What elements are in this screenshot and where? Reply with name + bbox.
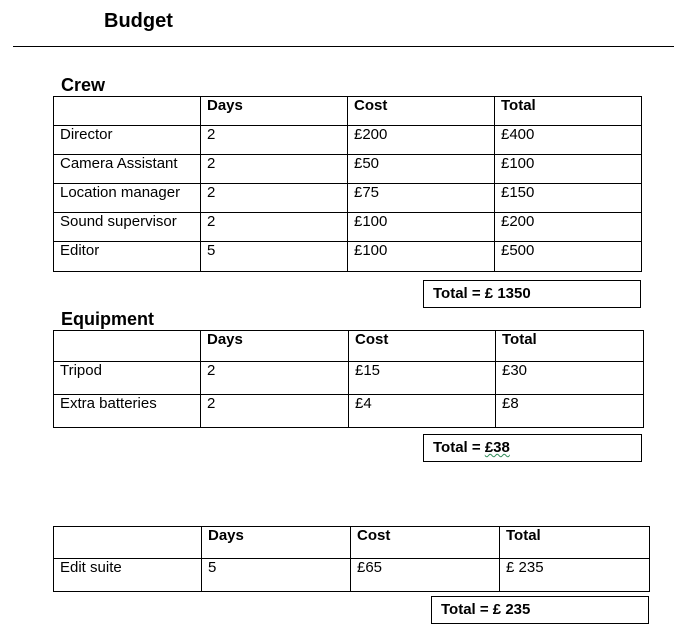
table-cell: Editor — [54, 242, 201, 272]
equipment-table — [53, 330, 644, 428]
table-row — [54, 362, 644, 395]
table-cell: Sound supervisor — [54, 213, 201, 242]
table-header-row — [54, 527, 650, 559]
table-cell: £100 — [348, 213, 495, 242]
table-cell: £65 — [351, 559, 500, 592]
table-cell: £30 — [496, 362, 644, 395]
table-cell: 2 — [201, 213, 348, 242]
crew-total-box: Total = £ 1350 — [423, 280, 641, 308]
table-cell: 2 — [201, 184, 348, 213]
table-cell: £15 — [349, 362, 496, 395]
table-row — [54, 559, 650, 592]
header-cell: Total — [496, 331, 644, 362]
post-total-box: Total = £ 235 — [431, 596, 649, 624]
header-cell — [54, 97, 201, 126]
table-cell: Edit suite — [54, 559, 202, 592]
header-cell: Days — [202, 527, 351, 559]
table-cell: £100 — [348, 242, 495, 272]
table-cell: Tripod — [54, 362, 201, 395]
post-table — [53, 526, 650, 592]
table-cell: Location manager — [54, 184, 201, 213]
header-cell: Total — [495, 97, 642, 126]
table-row — [54, 155, 642, 184]
table-cell: £200 — [348, 126, 495, 155]
table-header-row — [54, 97, 642, 126]
crew-heading: Crew — [61, 75, 106, 95]
table-cell: 5 — [202, 559, 351, 592]
crew-table — [53, 96, 642, 272]
table-cell: 2 — [201, 126, 348, 155]
table-row — [54, 126, 642, 155]
title-divider — [13, 46, 674, 47]
header-cell: Cost — [348, 97, 495, 126]
table-cell: 2 — [201, 395, 349, 428]
header-cell: Cost — [349, 331, 496, 362]
table-cell: £500 — [495, 242, 642, 272]
table-cell: £8 — [496, 395, 644, 428]
header-cell — [54, 331, 201, 362]
table-cell: £200 — [495, 213, 642, 242]
table-row — [54, 184, 642, 213]
table-row — [54, 242, 642, 272]
table-cell: £100 — [495, 155, 642, 184]
table-cell: 2 — [201, 155, 348, 184]
table-cell: £75 — [348, 184, 495, 213]
table-cell: Director — [54, 126, 201, 155]
header-cell: Total — [500, 527, 650, 559]
page-title: Budget — [104, 10, 173, 32]
header-cell: Days — [201, 97, 348, 126]
table-cell: £400 — [495, 126, 642, 155]
total-value: £38 — [484, 439, 510, 456]
table-cell: £150 — [495, 184, 642, 213]
equipment-total-box — [423, 434, 642, 462]
total-prefix: Total = — [433, 439, 485, 456]
table-cell: Camera Assistant — [54, 155, 201, 184]
table-row — [54, 213, 642, 242]
table-cell: Extra batteries — [54, 395, 201, 428]
table-cell: 2 — [201, 362, 349, 395]
table-cell: £4 — [349, 395, 496, 428]
header-cell — [54, 527, 202, 559]
header-cell: Days — [201, 331, 349, 362]
header-cell: Cost — [351, 527, 500, 559]
table-cell: £ 235 — [500, 559, 650, 592]
table-row — [54, 395, 644, 428]
table-header-row — [54, 331, 644, 362]
table-cell: 5 — [201, 242, 348, 272]
table-cell: £50 — [348, 155, 495, 184]
equipment-heading: Equipment — [61, 309, 154, 329]
